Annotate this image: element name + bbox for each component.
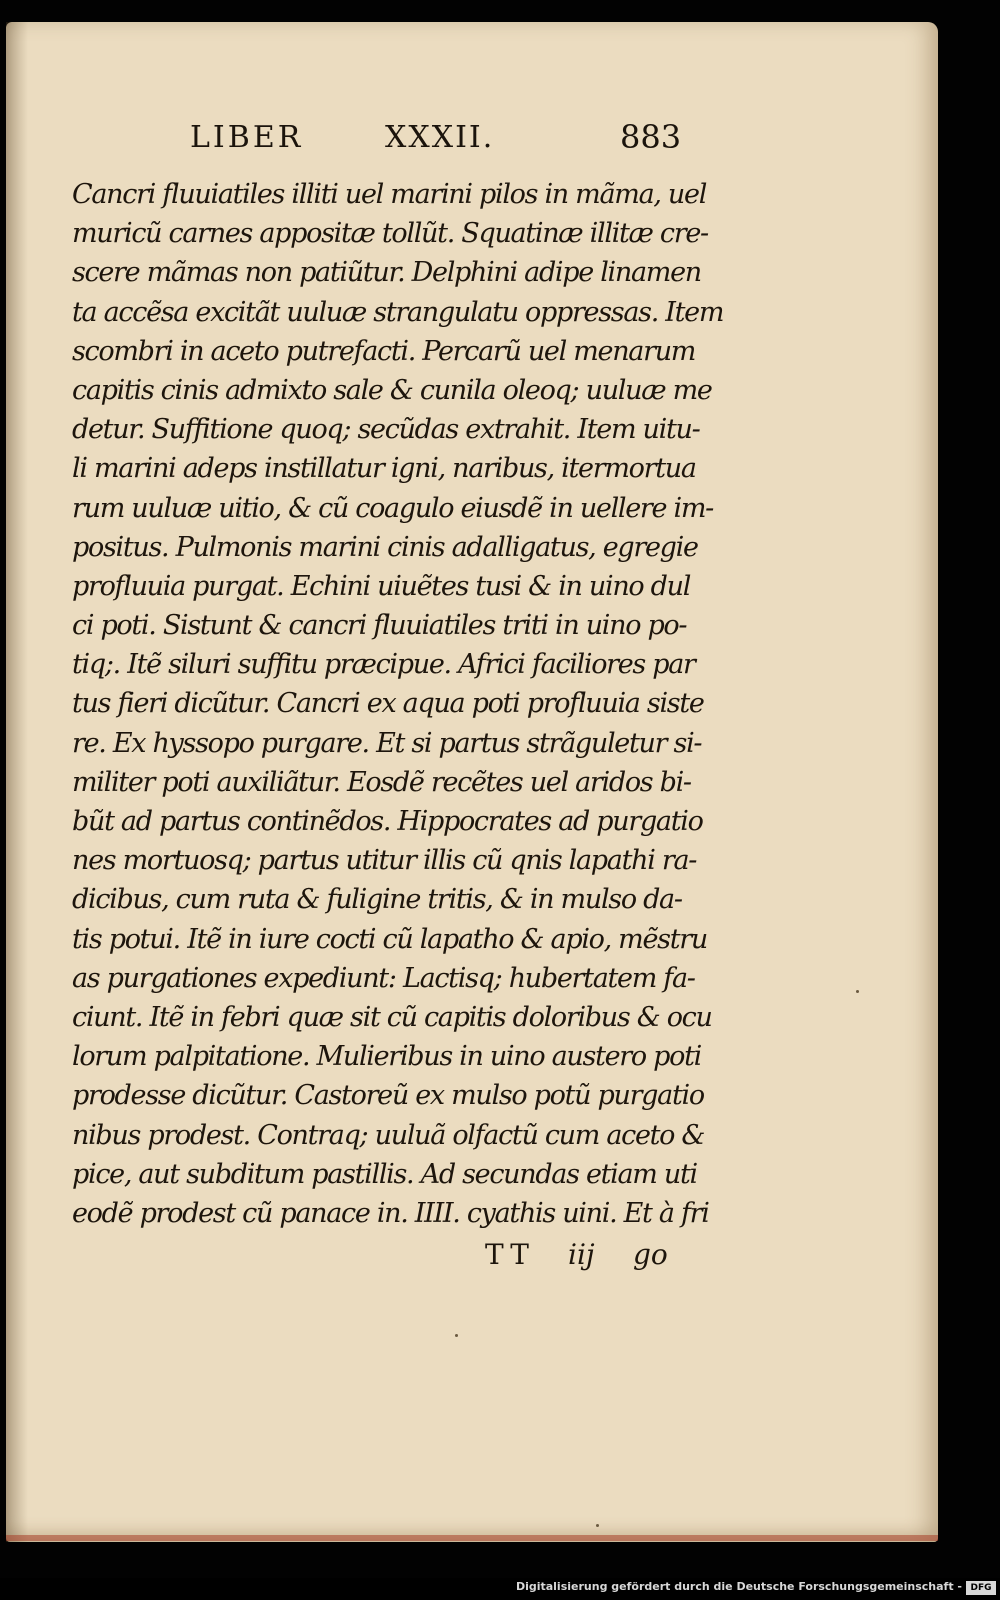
text-line: nibus prodest. Contraq; uuluã olfactũ cum aceto &	[72, 1119, 705, 1151]
text-line: scere mãmas non patiũtur. Delphini adipe linamen	[72, 257, 701, 289]
text-line: nes mortuosq; partus utitur illis cũ qnis lapathi ra-	[72, 845, 697, 877]
text-line: prodesse dicũtur. Castoreũ ex mulso potũ purgatio	[72, 1080, 704, 1112]
folio-number: 883	[620, 118, 682, 156]
page-red-edge	[6, 1535, 938, 1541]
text-line: tus fieri dicũtur. Cancri ex aqua poti profluuia siste	[72, 688, 704, 720]
text-line: profluuia purgat. Echini uiuẽtes tusi & in uino dul	[72, 570, 691, 602]
gutter-shadow	[6, 22, 28, 1542]
dfg-logo: DFG	[966, 1581, 996, 1595]
text-line: tiq;. Itẽ siluri suffitu præcipue. Africi faciliores par	[72, 649, 695, 681]
paper-speck	[856, 990, 859, 993]
text-line: tis potui. Itẽ in iure cocti cũ lapatho & apio, mẽstru	[72, 923, 707, 955]
footer-bar	[0, 1578, 1000, 1600]
text-line: detur. Suffitione quoq; secũdas extrahit. Item uitu-	[72, 414, 700, 446]
signature-line	[485, 1238, 705, 1278]
text-line: re. Ex hyssopo purgare. Et si partus strãguletur si-	[72, 727, 702, 759]
text-line: ta accẽsa excitãt uuluæ strangulatu oppressas. Item	[72, 296, 724, 328]
text-line: Cancri fluuiatiles illiti uel marini pilos in mãma, uel	[72, 179, 707, 210]
text-line: as purgationes expediunt: Lactisq; hubertatem fa-	[72, 962, 695, 994]
text-line: li marini adeps instillatur igni, naribus, itermortua	[72, 453, 696, 485]
page-header	[180, 118, 690, 168]
paper-speck	[596, 1524, 599, 1527]
text-line: scombri in aceto putrefacti. Percarũ uel menarum	[72, 335, 696, 367]
text-line: positus. Pulmonis marini cinis adalligatus, egregie	[72, 531, 698, 563]
catchword: go	[633, 1238, 668, 1271]
digitization-credit: Digitalisierung gefördert durch die Deutsche Forschungsgemeinschaft -	[515, 1580, 962, 1593]
text-line: pice, aut subditum pastillis. Ad secundas etiam uti	[72, 1158, 697, 1190]
text-line: dicibus, cum ruta & fuligine tritis, & in mulso da-	[72, 884, 682, 916]
text-line: rum uuluæ uitio, & cũ coagulo eiusdẽ in uellere im-	[72, 492, 713, 524]
signature-number: iij	[568, 1238, 595, 1271]
text-line: capitis cinis admixto sale & cunila oleoq; uuluæ me	[72, 374, 712, 406]
text-line: militer poti auxiliãtur. Eosdẽ recẽtes uel aridos bi-	[72, 766, 691, 798]
paper-speck	[455, 1334, 458, 1337]
text-line: lorum palpitatione. Mulieribus in uino austero poti	[72, 1041, 701, 1073]
book-number: XXXII.	[385, 120, 495, 155]
running-title: LIBER	[190, 120, 304, 155]
text-line: muricũ carnes appositæ tollũt. Squatinæ illitæ cre-	[72, 218, 708, 250]
body-text	[72, 175, 724, 1233]
text-line: bũt ad partus continẽdos. Hippocrates ad purgatio	[72, 806, 703, 837]
signature-mark: TT	[485, 1238, 535, 1271]
text-line: eodẽ prodest cũ panace in. IIII. cyathis uini. Et à fri	[72, 1197, 709, 1229]
text-line: ci poti. Sistunt & cancri fluuiatiles triti in uino po-	[72, 610, 687, 642]
text-line: ciunt. Itẽ in febri quæ sit cũ capitis doloribus & ocu	[72, 1001, 712, 1033]
